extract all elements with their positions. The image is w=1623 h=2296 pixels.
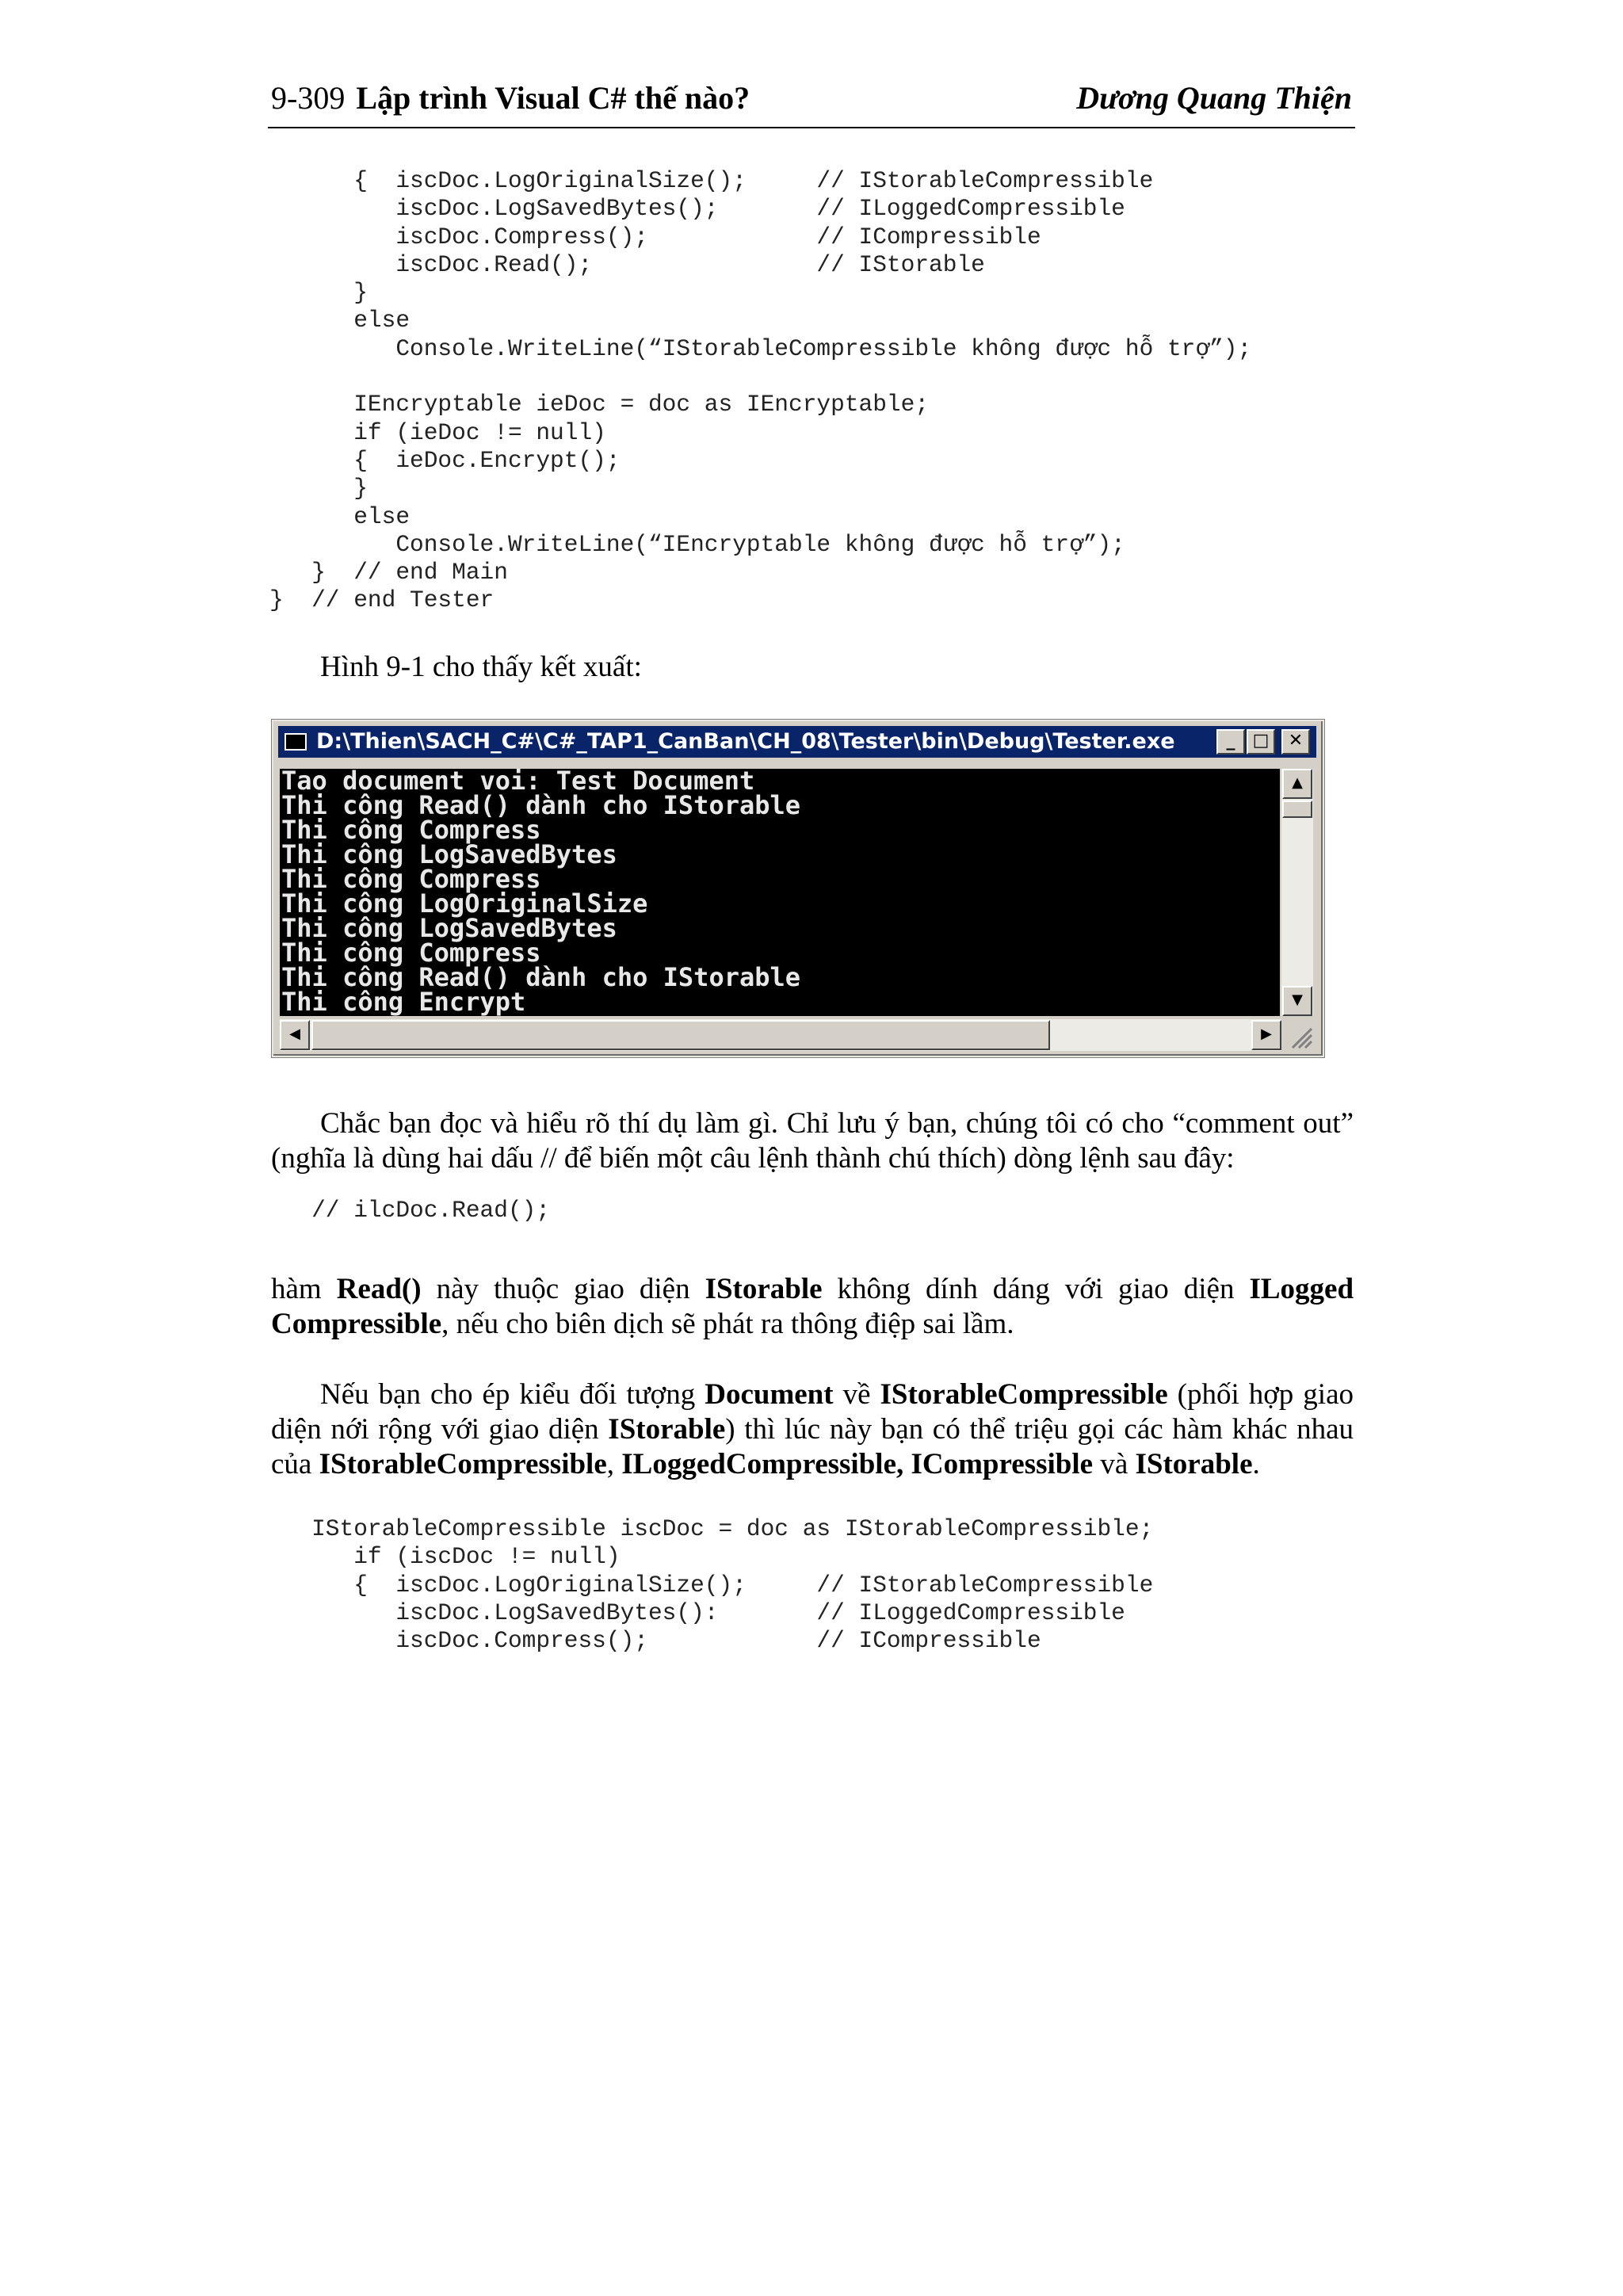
console-titlebar[interactable] (278, 726, 1316, 758)
text-run: ) thì lúc này bạn có thể triệu gọi các hàm khác nhau của (271, 1413, 1354, 1480)
vertical-scroll-thumb[interactable] (1282, 800, 1312, 818)
vertical-scrollbar[interactable] (1281, 769, 1313, 1016)
paragraph-read-note (271, 1272, 1354, 1342)
text-run: về (833, 1378, 880, 1411)
console-line: Thi công LogSavedBytes (281, 839, 617, 869)
text-run: này thuộc giao diện (421, 1273, 705, 1305)
page-number: 9-309 (271, 80, 346, 116)
bold-term: ILoggedCompressible, ICompressible (621, 1448, 1094, 1480)
bold-term: Document (705, 1378, 834, 1411)
page-header (268, 76, 1355, 128)
scroll-left-button[interactable] (280, 1020, 310, 1050)
code-comment-line: // ilcDoc.Read(); (269, 1197, 551, 1224)
paragraph-explanation-text: Chắc bạn đọc và hiểu rõ thí dụ làm gì. Chỉ lưu ý bạn, chúng tôi có cho “comment out” (nghĩa là dùng hai dấu // để biến một câu lệnh thành chú thích) dòng lệnh sau đây: (271, 1107, 1354, 1175)
console-app-icon (285, 733, 307, 751)
scroll-up-button[interactable] (1282, 769, 1312, 799)
author-name: Dương Quang Thiện (1076, 80, 1352, 116)
console-line: Thi công Compress (281, 864, 541, 894)
close-button[interactable] (1281, 729, 1310, 755)
console-line: Thi công Encrypt (281, 987, 526, 1016)
bold-term: IStorable (608, 1413, 726, 1446)
arrow-down-icon: ▼ (1292, 991, 1303, 1008)
text-run: . (1252, 1448, 1260, 1480)
text-run: , (606, 1448, 622, 1480)
code-block-bottom: IStorableCompressible iscDoc = doc as IStorableCompressible; if (iscDoc != null) { iscDoc.LogOriginalSize(); // IStorableCompressible iscDoc.LogSavedBytes(): // ILoggedCompressible iscDoc.Compress(); // ICompressible (311, 1515, 1154, 1655)
text-run: hàm (271, 1273, 337, 1305)
maximize-icon: □ (1252, 731, 1270, 751)
figure-caption: Hình 9-1 cho thấy kết xuất: (320, 651, 642, 683)
minimize-icon: _ (1226, 731, 1235, 751)
bold-term: IStorable (1135, 1448, 1253, 1480)
minimize-button[interactable] (1216, 729, 1245, 755)
bold-term: IStorableCompressible (319, 1448, 607, 1480)
book-title: Lập trình Visual C# thế nào? (356, 80, 750, 116)
text-run: và (1093, 1448, 1136, 1480)
console-line: Thi công LogOriginalSize (281, 888, 648, 919)
text-run: , nếu cho biên dịch sẽ phát ra thông điệp sai lầm. (441, 1308, 1014, 1340)
scroll-down-button[interactable] (1282, 986, 1312, 1016)
paragraph-cast-note (271, 1377, 1354, 1482)
text-run: Nếu bạn cho ép kiểu đối tượng (320, 1378, 705, 1411)
console-line: Thi công Read() dành cho IStorable (281, 962, 801, 992)
scroll-right-button[interactable] (1251, 1020, 1281, 1050)
console-line: Thi công Compress (281, 815, 541, 845)
bold-term: IStorable (705, 1273, 823, 1305)
arrow-left-icon: ◀ (289, 1026, 300, 1042)
arrow-right-icon: ▶ (1261, 1026, 1272, 1042)
console-output (280, 769, 1280, 1016)
close-icon: ✕ (1288, 731, 1304, 751)
text-run: không dính dáng với giao diện (822, 1273, 1250, 1305)
code-block-top: { iscDoc.LogOriginalSize(); // IStorableCompressible iscDoc.LogSavedBytes(); // ILoggedCompressible iscDoc.Compress(); // ICompressible iscDoc.Read(); // IStorable } else Console.WriteLine(“IStorableCompressible không được hỗ trợ”); IEncryptable ieDoc = doc as IEncryptable; if (ieDoc != null) { ieDoc.Encrypt(); } else Console.WriteLine(“IEncryptable không được hỗ trợ”); } // end Main } // end Tester (269, 167, 1252, 614)
bold-term: IStorableCompressible (880, 1378, 1168, 1411)
resize-grip-icon[interactable] (1285, 1021, 1313, 1049)
console-window (272, 720, 1324, 1057)
console-line: Thi công Compress (281, 938, 541, 968)
console-line: Tao document voi: Test Document (281, 769, 755, 796)
console-title: D:\Thien\SACH_C#\C#_TAP1_CanBan\CH_08\Tester\bin\Debug\Tester.exe (316, 729, 1175, 754)
bold-term: ILogged Compressible (271, 1273, 1354, 1340)
arrow-up-icon: ▲ (1292, 774, 1303, 791)
header-left (271, 79, 750, 117)
bold-term: Read() (336, 1273, 422, 1305)
console-line: Thi công Read() dành cho IStorable (281, 790, 801, 820)
horizontal-scrollbar[interactable] (280, 1019, 1281, 1051)
horizontal-scroll-thumb[interactable] (311, 1020, 1050, 1050)
console-line: Thi công LogSavedBytes (281, 913, 617, 943)
paragraph-explanation (271, 1106, 1354, 1176)
maximize-button[interactable] (1247, 729, 1275, 755)
text-run: (phối hợp giao diện nới rộng với giao diện (271, 1378, 1354, 1446)
